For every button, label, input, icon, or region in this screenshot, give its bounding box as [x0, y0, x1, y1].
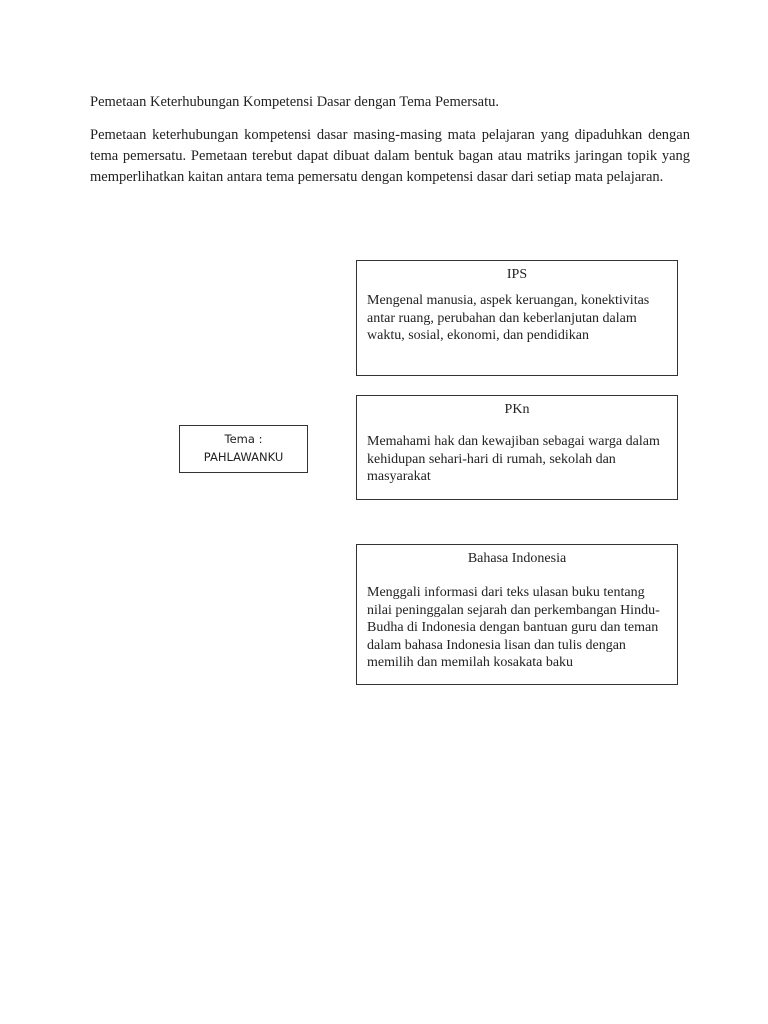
subject-title-ips: IPS: [506, 267, 528, 282]
theme-box: [179, 425, 308, 473]
subject-box-pkn: [356, 395, 678, 500]
subject-box-bahasa-indonesia: [356, 544, 678, 685]
theme-label: Tema :: [224, 432, 263, 446]
subject-title-pkn: PKn: [504, 402, 530, 417]
subject-description-ips: Mengenal manusia, aspek keruangan, konektivitas antar ruang, perubahan dan keberlanjutan dalam waktu, sosial, ekonomi, dan pendidikan: [367, 293, 650, 343]
subject-description-bahasa-indonesia: Menggali informasi dari teks ulasan buku tentang nilai peninggalan sejarah dan perkembangan Hindu-Budha di Indonesia dengan bantuan guru dan teman dalam bahasa Indonesia lisan dan tulis dengan memilih dan memilah kosakata baku: [367, 585, 660, 670]
theme-name: PAHLAWANKU: [203, 450, 284, 464]
subject-description-pkn: Memahami hak dan kewajiban sebagai warga dalam kehidupan sehari-hari di rumah, sekolah dan masyarakat: [367, 434, 660, 484]
document-heading: Pemetaan Keterhubungan Kompetensi Dasar dengan Tema Pemersatu.: [90, 94, 500, 110]
intro-paragraph: Pemetaan keterhubungan kompetensi dasar masing-masing mata pelajaran yang dipaduhkan dengan tema pemersatu. Pemetaan terebut dapat dibuat dalam bentuk bagan atau matriks jaringan topik yang memperlihatkan kaitan antara tema pemersatu dengan kompetensi dasar dari setiap mata pelajaran.: [90, 127, 690, 185]
subject-box-ips: [356, 260, 678, 376]
subject-title-bahasa-indonesia: Bahasa Indonesia: [467, 551, 567, 566]
